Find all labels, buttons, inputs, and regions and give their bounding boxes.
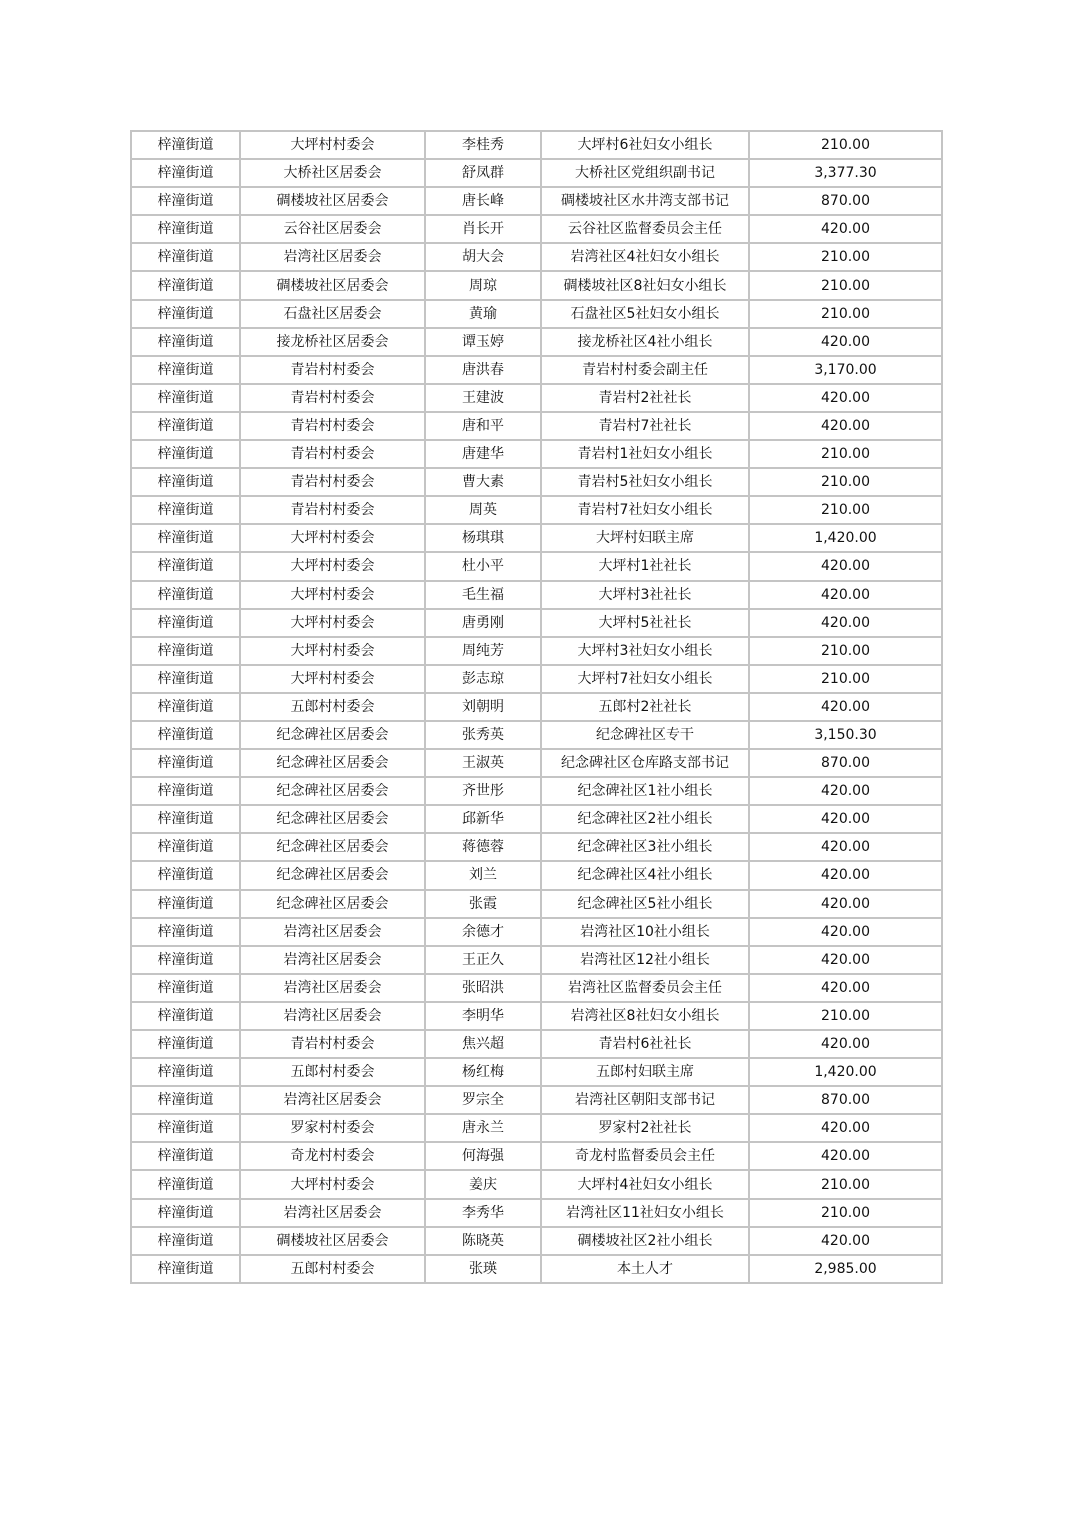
amount-cell: 420.00	[749, 609, 942, 637]
street-cell: 梓潼街道	[131, 468, 240, 496]
person-name-cell: 王建波	[425, 384, 541, 412]
position-cell: 奇龙村监督委员会主任	[541, 1142, 749, 1170]
position-cell: 青岩村2社社长	[541, 384, 749, 412]
committee-cell: 大坪村村委会	[240, 552, 425, 580]
amount-cell: 210.00	[749, 637, 942, 665]
committee-cell: 碉楼坡社区居委会	[240, 187, 425, 215]
person-name-cell: 李秀华	[425, 1199, 541, 1227]
committee-cell: 纪念碑社区居委会	[240, 890, 425, 918]
committee-cell: 岩湾社区居委会	[240, 918, 425, 946]
committee-cell: 罗家村村委会	[240, 1114, 425, 1142]
person-name-cell: 胡大会	[425, 243, 541, 271]
committee-cell: 接龙桥社区居委会	[240, 328, 425, 356]
person-name-cell: 唐长峰	[425, 187, 541, 215]
committee-cell: 岩湾社区居委会	[240, 946, 425, 974]
amount-cell: 870.00	[749, 187, 942, 215]
position-cell: 罗家村2社社长	[541, 1114, 749, 1142]
person-name-cell: 杜小平	[425, 552, 541, 580]
table-row	[131, 1255, 942, 1283]
amount-cell: 3,377.30	[749, 159, 942, 187]
committee-cell: 青岩村村委会	[240, 468, 425, 496]
street-cell: 梓潼街道	[131, 131, 240, 159]
person-name-cell: 彭志琼	[425, 665, 541, 693]
amount-cell: 420.00	[749, 412, 942, 440]
position-cell: 大坪村3社社长	[541, 581, 749, 609]
position-cell: 岩湾社区10社小组长	[541, 918, 749, 946]
person-name-cell: 唐洪春	[425, 356, 541, 384]
street-cell: 梓潼街道	[131, 1170, 240, 1198]
position-cell: 碉楼坡社区8社妇女小组长	[541, 271, 749, 299]
position-cell: 岩湾社区监督委员会主任	[541, 974, 749, 1002]
amount-cell: 420.00	[749, 974, 942, 1002]
committee-cell: 纪念碑社区居委会	[240, 777, 425, 805]
street-cell: 梓潼街道	[131, 805, 240, 833]
person-name-cell: 唐勇刚	[425, 609, 541, 637]
committee-cell: 青岩村村委会	[240, 440, 425, 468]
position-cell: 青岩村7社社长	[541, 412, 749, 440]
amount-cell: 420.00	[749, 215, 942, 243]
table-row	[131, 1199, 942, 1227]
table-row	[131, 805, 942, 833]
amount-cell: 420.00	[749, 384, 942, 412]
street-cell: 梓潼街道	[131, 974, 240, 1002]
position-cell: 大坪村7社妇女小组长	[541, 665, 749, 693]
table-row	[131, 159, 942, 187]
table-row	[131, 243, 942, 271]
table-row	[131, 384, 942, 412]
person-name-cell: 周纯芳	[425, 637, 541, 665]
committee-cell: 岩湾社区居委会	[240, 243, 425, 271]
street-cell: 梓潼街道	[131, 833, 240, 861]
amount-cell: 870.00	[749, 1086, 942, 1114]
table-row	[131, 524, 942, 552]
committee-cell: 大坪村村委会	[240, 1170, 425, 1198]
committee-cell: 岩湾社区居委会	[240, 1086, 425, 1114]
amount-cell: 420.00	[749, 581, 942, 609]
person-name-cell: 余德才	[425, 918, 541, 946]
table-row	[131, 833, 942, 861]
street-cell: 梓潼街道	[131, 215, 240, 243]
amount-cell: 210.00	[749, 440, 942, 468]
street-cell: 梓潼街道	[131, 300, 240, 328]
amount-cell: 420.00	[749, 1114, 942, 1142]
committee-cell: 纪念碑社区居委会	[240, 721, 425, 749]
person-name-cell: 齐世彤	[425, 777, 541, 805]
person-name-cell: 王淑英	[425, 749, 541, 777]
position-cell: 本土人才	[541, 1255, 749, 1283]
amount-cell: 210.00	[749, 243, 942, 271]
committee-cell: 青岩村村委会	[240, 384, 425, 412]
person-name-cell: 谭玉婷	[425, 328, 541, 356]
amount-cell: 210.00	[749, 271, 942, 299]
person-name-cell: 刘朝明	[425, 693, 541, 721]
committee-cell: 青岩村村委会	[240, 412, 425, 440]
street-cell: 梓潼街道	[131, 890, 240, 918]
street-cell: 梓潼街道	[131, 1086, 240, 1114]
amount-cell: 420.00	[749, 918, 942, 946]
amount-cell: 420.00	[749, 805, 942, 833]
person-name-cell: 肖长开	[425, 215, 541, 243]
person-name-cell: 周英	[425, 496, 541, 524]
position-cell: 青岩村7社妇女小组长	[541, 496, 749, 524]
committee-cell: 大坪村村委会	[240, 637, 425, 665]
table-row	[131, 581, 942, 609]
committee-cell: 青岩村村委会	[240, 1030, 425, 1058]
amount-cell: 870.00	[749, 749, 942, 777]
table-row	[131, 215, 942, 243]
table-row	[131, 861, 942, 889]
table-row	[131, 496, 942, 524]
amount-cell: 420.00	[749, 1142, 942, 1170]
position-cell: 碉楼坡社区2社小组长	[541, 1227, 749, 1255]
committee-cell: 五郎村村委会	[240, 1255, 425, 1283]
table-row	[131, 721, 942, 749]
committee-cell: 奇龙村村委会	[240, 1142, 425, 1170]
person-name-cell: 邱新华	[425, 805, 541, 833]
position-cell: 大坪村5社社长	[541, 609, 749, 637]
position-cell: 岩湾社区11社妇女小组长	[541, 1199, 749, 1227]
table-row	[131, 749, 942, 777]
position-cell: 青岩村村委会副主任	[541, 356, 749, 384]
person-name-cell: 唐建华	[425, 440, 541, 468]
committee-cell: 纪念碑社区居委会	[240, 805, 425, 833]
committee-cell: 五郎村村委会	[240, 1058, 425, 1086]
person-name-cell: 王正久	[425, 946, 541, 974]
position-cell: 五郎村妇联主席	[541, 1058, 749, 1086]
position-cell: 青岩村1社妇女小组长	[541, 440, 749, 468]
committee-cell: 云谷社区居委会	[240, 215, 425, 243]
street-cell: 梓潼街道	[131, 159, 240, 187]
table-row	[131, 1086, 942, 1114]
amount-cell: 210.00	[749, 665, 942, 693]
committee-cell: 大坪村村委会	[240, 609, 425, 637]
street-cell: 梓潼街道	[131, 861, 240, 889]
amount-cell: 1,420.00	[749, 1058, 942, 1086]
committee-cell: 碉楼坡社区居委会	[240, 1227, 425, 1255]
amount-cell: 420.00	[749, 328, 942, 356]
table-row	[131, 1142, 942, 1170]
street-cell: 梓潼街道	[131, 721, 240, 749]
person-name-cell: 杨红梅	[425, 1058, 541, 1086]
street-cell: 梓潼街道	[131, 384, 240, 412]
position-cell: 岩湾社区4社妇女小组长	[541, 243, 749, 271]
amount-cell: 210.00	[749, 496, 942, 524]
person-name-cell: 姜庆	[425, 1170, 541, 1198]
person-name-cell: 李桂秀	[425, 131, 541, 159]
street-cell: 梓潼街道	[131, 1142, 240, 1170]
table-row	[131, 271, 942, 299]
amount-cell: 210.00	[749, 300, 942, 328]
street-cell: 梓潼街道	[131, 271, 240, 299]
street-cell: 梓潼街道	[131, 440, 240, 468]
position-cell: 岩湾社区朝阳支部书记	[541, 1086, 749, 1114]
table-row	[131, 440, 942, 468]
table-row	[131, 665, 942, 693]
amount-cell: 420.00	[749, 777, 942, 805]
position-cell: 大坪村1社社长	[541, 552, 749, 580]
person-name-cell: 刘兰	[425, 861, 541, 889]
position-cell: 接龙桥社区4社小组长	[541, 328, 749, 356]
position-cell: 纪念碑社区专干	[541, 721, 749, 749]
street-cell: 梓潼街道	[131, 1199, 240, 1227]
amount-cell: 2,985.00	[749, 1255, 942, 1283]
table-row	[131, 328, 942, 356]
position-cell: 青岩村5社妇女小组长	[541, 468, 749, 496]
committee-cell: 大坪村村委会	[240, 131, 425, 159]
committee-cell: 大坪村村委会	[240, 665, 425, 693]
amount-cell: 3,170.00	[749, 356, 942, 384]
table-row	[131, 356, 942, 384]
person-name-cell: 蒋德蓉	[425, 833, 541, 861]
table-row	[131, 777, 942, 805]
street-cell: 梓潼街道	[131, 665, 240, 693]
position-cell: 青岩村6社社长	[541, 1030, 749, 1058]
amount-cell: 1,420.00	[749, 524, 942, 552]
table-row	[131, 1227, 942, 1255]
street-cell: 梓潼街道	[131, 609, 240, 637]
street-cell: 梓潼街道	[131, 524, 240, 552]
table-row	[131, 1170, 942, 1198]
street-cell: 梓潼街道	[131, 496, 240, 524]
committee-cell: 岩湾社区居委会	[240, 1002, 425, 1030]
amount-cell: 420.00	[749, 833, 942, 861]
amount-cell: 210.00	[749, 468, 942, 496]
amount-cell: 420.00	[749, 861, 942, 889]
table-row	[131, 1002, 942, 1030]
committee-cell: 石盘社区居委会	[240, 300, 425, 328]
amount-cell: 210.00	[749, 1170, 942, 1198]
amount-cell: 210.00	[749, 1199, 942, 1227]
committee-cell: 青岩村村委会	[240, 356, 425, 384]
amount-cell: 3,150.30	[749, 721, 942, 749]
committee-cell: 青岩村村委会	[240, 496, 425, 524]
committee-cell: 大坪村村委会	[240, 524, 425, 552]
person-name-cell: 舒凤群	[425, 159, 541, 187]
position-cell: 纪念碑社区3社小组长	[541, 833, 749, 861]
committee-cell: 五郎村村委会	[240, 693, 425, 721]
position-cell: 纪念碑社区5社小组长	[541, 890, 749, 918]
position-cell: 纪念碑社区1社小组长	[541, 777, 749, 805]
person-name-cell: 曹大素	[425, 468, 541, 496]
position-cell: 纪念碑社区仓库路支部书记	[541, 749, 749, 777]
table-row	[131, 1030, 942, 1058]
table-row	[131, 300, 942, 328]
street-cell: 梓潼街道	[131, 777, 240, 805]
street-cell: 梓潼街道	[131, 918, 240, 946]
street-cell: 梓潼街道	[131, 1002, 240, 1030]
position-cell: 碉楼坡社区水井湾支部书记	[541, 187, 749, 215]
street-cell: 梓潼街道	[131, 187, 240, 215]
amount-cell: 420.00	[749, 552, 942, 580]
person-name-cell: 毛生福	[425, 581, 541, 609]
person-name-cell: 张秀英	[425, 721, 541, 749]
amount-cell: 420.00	[749, 693, 942, 721]
person-name-cell: 焦兴超	[425, 1030, 541, 1058]
position-cell: 五郎村2社社长	[541, 693, 749, 721]
table-row	[131, 637, 942, 665]
street-cell: 梓潼街道	[131, 1058, 240, 1086]
position-cell: 大桥社区党组织副书记	[541, 159, 749, 187]
street-cell: 梓潼街道	[131, 552, 240, 580]
person-name-cell: 黄瑜	[425, 300, 541, 328]
person-name-cell: 李明华	[425, 1002, 541, 1030]
position-cell: 纪念碑社区4社小组长	[541, 861, 749, 889]
table-row	[131, 890, 942, 918]
committee-cell: 纪念碑社区居委会	[240, 833, 425, 861]
amount-cell: 420.00	[749, 1030, 942, 1058]
person-name-cell: 张昭洪	[425, 974, 541, 1002]
street-cell: 梓潼街道	[131, 1030, 240, 1058]
position-cell: 大坪村4社妇女小组长	[541, 1170, 749, 1198]
position-cell: 纪念碑社区2社小组长	[541, 805, 749, 833]
amount-cell: 210.00	[749, 131, 942, 159]
committee-cell: 碉楼坡社区居委会	[240, 271, 425, 299]
table-row	[131, 974, 942, 1002]
amount-cell: 420.00	[749, 946, 942, 974]
position-cell: 大坪村6社妇女小组长	[541, 131, 749, 159]
table-row	[131, 468, 942, 496]
position-cell: 岩湾社区12社小组长	[541, 946, 749, 974]
street-cell: 梓潼街道	[131, 328, 240, 356]
committee-cell: 纪念碑社区居委会	[240, 749, 425, 777]
position-cell: 石盘社区5社妇女小组长	[541, 300, 749, 328]
person-name-cell: 何海强	[425, 1142, 541, 1170]
position-cell: 大坪村妇联主席	[541, 524, 749, 552]
table-row	[131, 131, 942, 159]
street-cell: 梓潼街道	[131, 412, 240, 440]
table-row	[131, 609, 942, 637]
table-row	[131, 187, 942, 215]
person-name-cell: 张瑛	[425, 1255, 541, 1283]
person-name-cell: 罗宗全	[425, 1086, 541, 1114]
table-body	[131, 131, 942, 1283]
amount-cell: 210.00	[749, 1002, 942, 1030]
street-cell: 梓潼街道	[131, 356, 240, 384]
person-name-cell: 唐和平	[425, 412, 541, 440]
table-row	[131, 552, 942, 580]
street-cell: 梓潼街道	[131, 637, 240, 665]
position-cell: 云谷社区监督委员会主任	[541, 215, 749, 243]
street-cell: 梓潼街道	[131, 749, 240, 777]
position-cell: 大坪村3社妇女小组长	[541, 637, 749, 665]
table-row	[131, 918, 942, 946]
table-row	[131, 693, 942, 721]
subsidy-table	[130, 130, 943, 1284]
committee-cell: 纪念碑社区居委会	[240, 861, 425, 889]
person-name-cell: 杨琪琪	[425, 524, 541, 552]
table-row	[131, 1058, 942, 1086]
street-cell: 梓潼街道	[131, 1114, 240, 1142]
committee-cell: 岩湾社区居委会	[240, 974, 425, 1002]
street-cell: 梓潼街道	[131, 946, 240, 974]
street-cell: 梓潼街道	[131, 581, 240, 609]
person-name-cell: 唐永兰	[425, 1114, 541, 1142]
amount-cell: 420.00	[749, 1227, 942, 1255]
amount-cell: 420.00	[749, 890, 942, 918]
street-cell: 梓潼街道	[131, 1227, 240, 1255]
street-cell: 梓潼街道	[131, 243, 240, 271]
table-row	[131, 1114, 942, 1142]
person-name-cell: 张霞	[425, 890, 541, 918]
street-cell: 梓潼街道	[131, 693, 240, 721]
street-cell: 梓潼街道	[131, 1255, 240, 1283]
person-name-cell: 周琼	[425, 271, 541, 299]
person-name-cell: 陈晓英	[425, 1227, 541, 1255]
committee-cell: 大坪村村委会	[240, 581, 425, 609]
position-cell: 岩湾社区8社妇女小组长	[541, 1002, 749, 1030]
table-row	[131, 946, 942, 974]
committee-cell: 岩湾社区居委会	[240, 1199, 425, 1227]
committee-cell: 大桥社区居委会	[240, 159, 425, 187]
table-row	[131, 412, 942, 440]
